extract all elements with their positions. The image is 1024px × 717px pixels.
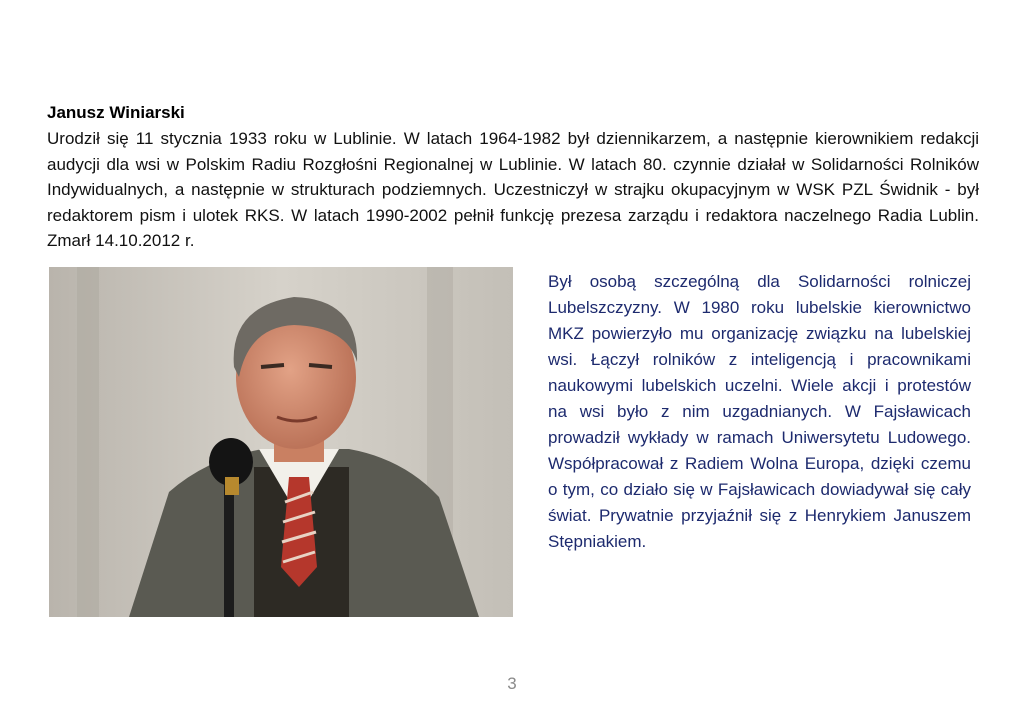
person-name-heading: Janusz Winiarski: [47, 103, 185, 122]
page-number: 3: [507, 674, 517, 693]
side-paragraph: Był osobą szczególną dla Solidarności rolniczej Lubelszczyzny. W 1980 roku lubelskie kierownictwo MKZ powierzyło mu organizację związku na lubelskiej wsi. Łączył rolników z inteligencją i pracownikami naukowymi lubelskich uczelni. Wiele akcji i protestów na wsi było z nim uzgadnianych. W Fajsławicach prowadził wykłady w ramach Uniwersytetu Ludowego. Współpracował z Radiem Wolna Europa, dzięki czemu o tym, co działo się w Fajsławicach dowiadywał się cały świat. Prywatnie przyjaźnił się z Henrykiem Januszem Stępniakiem.: [548, 272, 971, 551]
biography-paragraph: Urodził się 11 stycznia 1933 roku w Lublinie. W latach 1964-1982 był dziennikarzem, a następnie kierownikiem redakcji audycji dla wsi w Polskim Radiu Rozgłośni Regionalnej w Lublinie. W latach 80. czynnie działał w Solidarności Rolników Indywidualnych, a następnie w strukturach podziemnych. Uczestniczył w strajku okupacyjnym w WSK PZL Świdnik - był redaktorem pism i ulotek RKS. W latach 1990-2002 pełnił funkcję prezesa zarządu i redaktora naczelnego Radia Lublin. Zmarł 14.10.2012 r.: [47, 129, 979, 251]
portrait-photo: [49, 267, 513, 617]
